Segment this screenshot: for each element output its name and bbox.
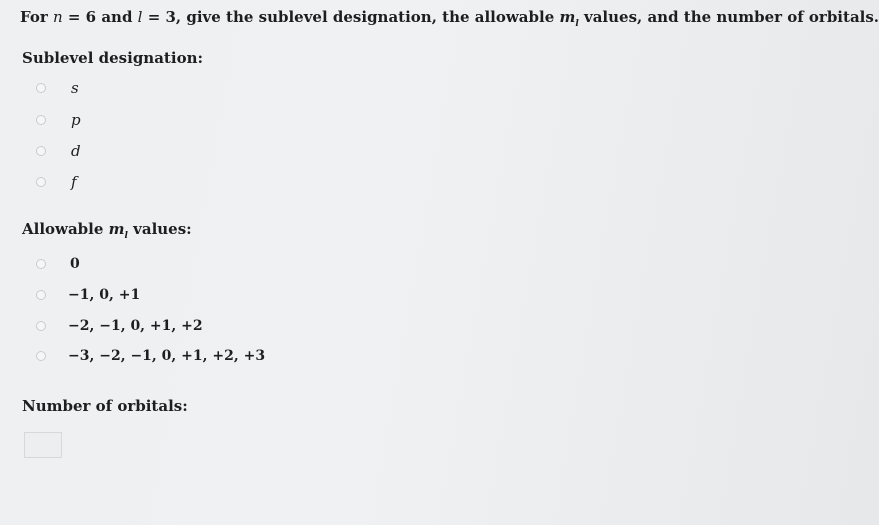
- radio-button[interactable]: [36, 290, 46, 300]
- sublevel-label: Sublevel designation:: [22, 49, 204, 67]
- sublevel-option-p[interactable]: [36, 110, 81, 130]
- radio-button[interactable]: [36, 115, 46, 125]
- ml-option-3[interactable]: [36, 316, 203, 336]
- option-label: d: [71, 142, 81, 160]
- question-suffix: values, and the number of orbitals.: [578, 8, 879, 26]
- radio-button[interactable]: [36, 259, 46, 269]
- question-prefix: For: [20, 8, 53, 26]
- radio-button[interactable]: [36, 177, 46, 187]
- radio-button[interactable]: [36, 146, 46, 156]
- l-symbol: l: [137, 8, 143, 26]
- ml-subscript: l: [124, 231, 128, 241]
- sublevel-option-f[interactable]: [36, 172, 77, 192]
- ml-symbol: m: [108, 220, 125, 238]
- ml-label-suffix: values:: [127, 220, 192, 238]
- question-body: = 3, give the sublevel designation, the allowable: [142, 8, 560, 26]
- option-label: −3, −2, −1, 0, +1, +2, +3: [68, 348, 266, 364]
- ml-values-label: [22, 220, 192, 241]
- option-label: −2, −1, 0, +1, +2: [68, 318, 203, 334]
- ml-symbol: m: [559, 8, 576, 26]
- option-label: 0: [70, 256, 80, 272]
- ml-option-2[interactable]: [36, 285, 140, 305]
- option-label: p: [71, 111, 81, 129]
- orbitals-label: Number of orbitals:: [22, 397, 188, 415]
- option-label: −1, 0, +1: [68, 287, 141, 303]
- option-label: s: [71, 79, 79, 97]
- ml-label-prefix: Allowable: [22, 220, 109, 238]
- ml-subscript: l: [575, 19, 579, 29]
- n-symbol: n: [52, 8, 63, 26]
- radio-button[interactable]: [36, 83, 46, 93]
- sublevel-option-d[interactable]: [36, 141, 81, 161]
- orbitals-input[interactable]: [24, 432, 62, 458]
- option-label: f: [71, 173, 77, 191]
- n-value: = 6 and: [62, 8, 138, 26]
- sublevel-option-s[interactable]: [36, 78, 79, 98]
- ml-option-1[interactable]: [36, 254, 80, 274]
- ml-option-4[interactable]: [36, 346, 265, 366]
- question-text: [20, 8, 879, 29]
- radio-button[interactable]: [36, 321, 46, 331]
- radio-button[interactable]: [36, 351, 46, 361]
